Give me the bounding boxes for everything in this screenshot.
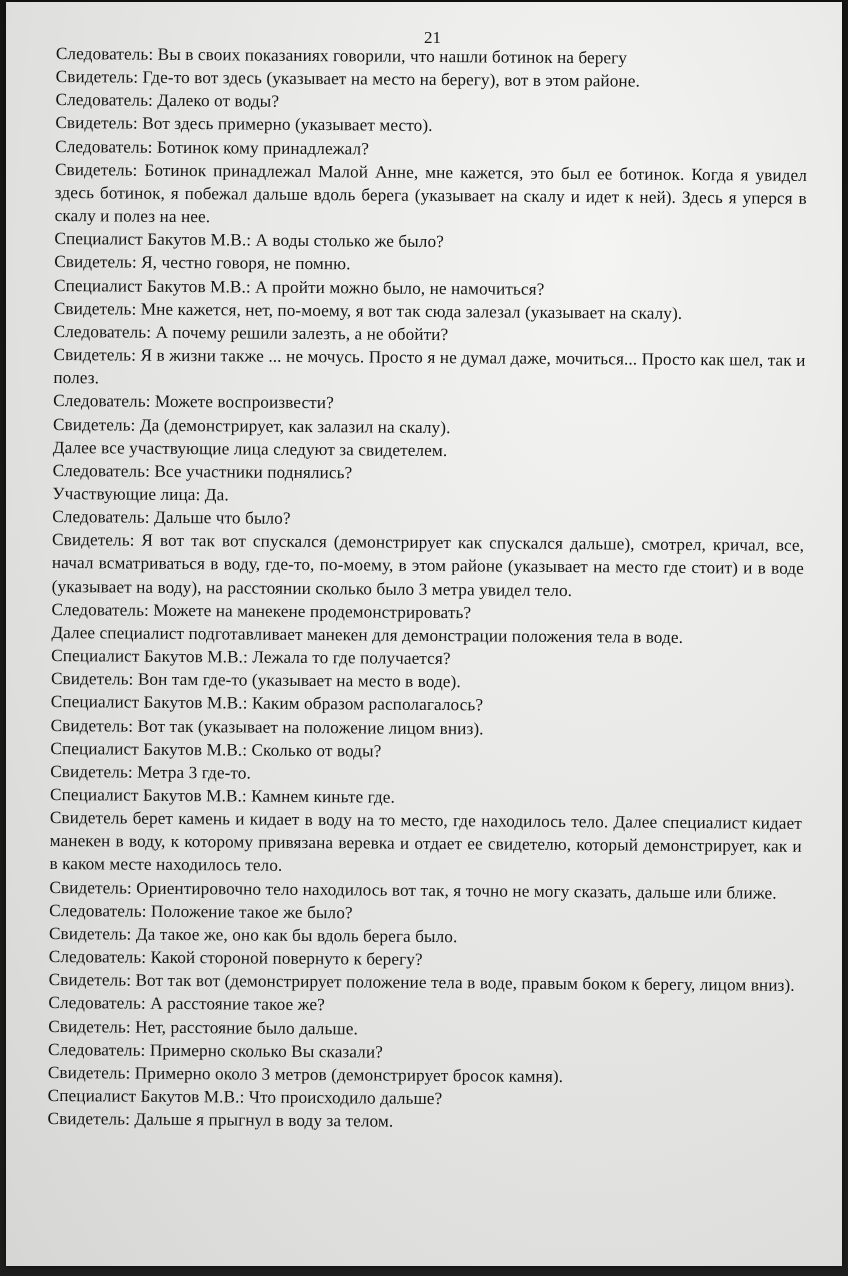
paragraph-24: Специалист Бакутов М.В.: Каким образом располагалось? [50, 692, 484, 715]
paragraph-13: Следователь: Можете воспроизвести? [53, 391, 334, 413]
paragraph-5: Следователь: Ботинок кому принадлежал? [55, 136, 370, 159]
paragraph-16: Следователь: Все участники поднялись? [52, 460, 353, 483]
paragraph-27: Свидетель: Метра 3 где-то. [50, 761, 252, 783]
paragraph-12: Свидетель: Я в жизни также ... не мочусь. Просто я не думал даже, мочиться... Просто как шел, так и полез. [53, 345, 806, 388]
paragraph-35: Следователь: А расстояние такое же? [48, 993, 325, 1015]
paragraph-36: Свидетель: Нет, расстояние было дальше. [48, 1016, 358, 1038]
paragraph-30: Свидетель: Ориентировочно тело находилось вот так, я точно не могу сказать, дальше или ближе. [49, 877, 777, 903]
paragraph-28: Специалист Бакутов М.В.: Камнем киньте где. [50, 784, 396, 807]
transcript-text [47, 42, 808, 1136]
paragraph-40: Свидетель: Дальше я прыгнул в воду за телом. [47, 1109, 394, 1131]
paragraph-33: Следователь: Какой стороной повернуто к берегу? [48, 947, 423, 970]
paragraph-39: Специалист Бакутов М.В.: Что происходило дальше? [47, 1085, 443, 1109]
document-page [6, 2, 842, 1266]
paragraph-32: Свидетель: Да такое же, оно как бы вдоль берега было. [48, 923, 458, 947]
paragraph-19: Свидетель: Я вот так вот спускался (демонстрирует как спускался дальше), смотрел, кричал, все, начал всматриваться в воду, где-то, по-моему, в этом районе (указывает на место где стоит) и в воде (указывает на воду), на расстоянии сколько было 3 метра увидел тело. [51, 530, 805, 600]
paragraph-14: Свидетель: Да (демонстрирует, как залазил на скалу). [52, 414, 451, 437]
paragraph-22: Специалист Бакутов М.В.: Лежала то где получается? [51, 646, 451, 669]
paragraph-34: Свидетель: Вот так вот (демонстрирует положение тела в воде, правым боком к берегу, лицом вниз). [48, 970, 795, 996]
page-number: 21 [424, 28, 441, 47]
paragraph-20: Следователь: Можете на манекене продемонстрировать? [51, 599, 472, 623]
paragraph-18: Следователь: Дальше что было? [52, 507, 291, 528]
paragraph-9: Специалист Бакутов М.В.: А пройти можно было, не намочиться? [54, 275, 545, 299]
paragraph-21: Далее специалист подготавливает манекен для демонстрации положения тела в воде. [51, 622, 684, 647]
paragraph-15: Далее все участвующие лица следуют за свидетелем. [52, 437, 448, 460]
paragraph-23: Свидетель: Вон там где-то (указывает на место в воде). [50, 669, 461, 692]
paragraph-8: Свидетель: Я, честно говоря, не помню. [54, 252, 351, 274]
paragraph-4: Свидетель: Вот здесь примерно (указывает место). [55, 113, 433, 136]
paragraph-11: Следователь: А почему решили залезть, а не обойти? [53, 321, 449, 344]
paragraph-31: Следователь: Положение такое же было? [49, 900, 353, 923]
paragraph-38: Свидетель: Примерно около 3 метров (демонстрирует бросок камня). [47, 1062, 564, 1086]
paragraph-3: Следователь: Далеко от воды? [55, 90, 280, 112]
paragraph-6: Свидетель: Ботинок принадлежал Малой Анне, мне кажется, это был ее ботинок. Когда я увидел здесь ботинок, я побежал дальше вдоль берега (указывает на скалу и идет к ней). Здесь я уперся в скалу и полез на нее. [54, 159, 808, 227]
paragraph-25: Свидетель: Вот так (указывает на положение лицом вниз). [50, 715, 484, 738]
paragraph-29: Свидетель берет камень и кидает в воду на то место, где находилось тело. Далее специалист кидает манекен в воду, к которому привязана веревка и отдает ее свидетелю, который демонстрирует, как и в каком месте находилось тело. [49, 808, 802, 876]
paragraph-7: Специалист Бакутов М.В.: А воды столько же было? [54, 229, 445, 252]
paragraph-2: Свидетель: Где-то вот здесь (указывает на место на берегу), вот в этом районе. [55, 67, 640, 91]
paragraph-1: Следователь: Вы в своих показаниях говорили, что нашли ботинок на берегу [55, 43, 628, 68]
paragraph-17: Участвующие лица: Да. [52, 483, 229, 505]
paragraph-26: Специалист Бакутов М.В.: Сколько от воды? [50, 738, 382, 761]
paragraph-10: Свидетель: Мне кажется, нет, по-моему, я вот так сюда залезал (указывает на скалу). [53, 298, 683, 323]
paragraph-37: Следователь: Примерно сколько Вы сказали? [48, 1039, 384, 1062]
